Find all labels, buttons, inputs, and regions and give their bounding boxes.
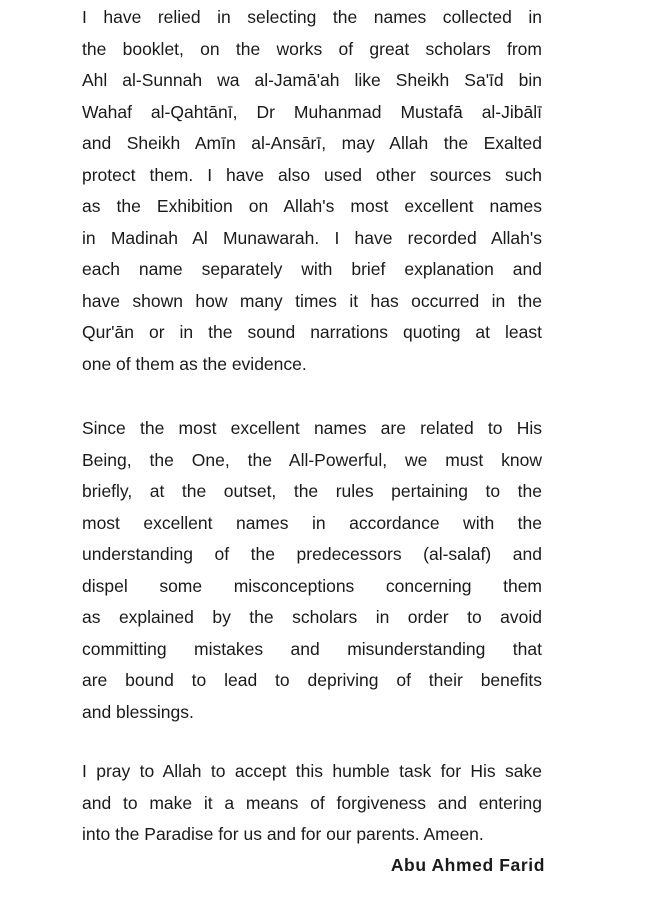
text-line: Since the most excellent names are related to His [82, 418, 542, 438]
text-line: as explained by the scholars in order to avoid [82, 607, 542, 627]
author-signature: Abu Ahmed Farid [390, 855, 545, 875]
text-line: and to make it a means of forgiveness and entering [82, 792, 542, 813]
text-line: Being, the One, the All-Powerful, we must know [82, 449, 542, 470]
paragraph-sources [82, 2, 542, 380]
text-line: understanding of the predecessors (al-salaf) and [82, 544, 542, 564]
text-line: the booklet, on the works of great scholars from [82, 38, 542, 59]
text-line: are bound to lead to depriving of their benefits [82, 670, 542, 690]
text-line: dispel some misconceptions concerning them [82, 575, 542, 596]
text-line: into the Paradise for us and for our parents. Ameen. [82, 824, 484, 844]
text-line: in Madinah Al Munawarah. I have recorded Allah's [82, 227, 542, 248]
text-line: most excellent names in accordance with the [82, 512, 542, 533]
text-line: Qur'ān or in the sound narrations quoting at least [82, 322, 542, 342]
text-line: each name separately with brief explanation and [82, 259, 542, 279]
text-line: one of them as the evidence. [82, 353, 307, 374]
text-line: have shown how many times it has occurred in the [82, 290, 542, 311]
text-line: I have relied in selecting the names collected in [82, 7, 542, 27]
text-line: Ahl al-Sunnah wa al-Jamā'ah like Sheikh Sa'īd bin [82, 70, 542, 90]
text-line: committing mistakes and misunderstanding that [82, 638, 542, 659]
text-line: I pray to Allah to accept this humble task for His sake [82, 761, 542, 781]
text-line: as the Exhibition on Allah's most excellent names [82, 196, 542, 216]
text-line: Wahaf al-Qahtānī, Dr Muhanmad Mustafā al-Jibālī [82, 101, 542, 122]
text-line: and Sheikh Amīn al-Ansārī, may Allah the Exalted [82, 133, 542, 153]
paragraph-prayer [82, 756, 542, 851]
text-line: briefly, at the outset, the rules pertaining to the [82, 481, 542, 501]
paragraph-rules [82, 413, 542, 728]
text-line: and blessings. [82, 701, 194, 722]
text-line: protect them. I have also used other sources such [82, 164, 542, 185]
